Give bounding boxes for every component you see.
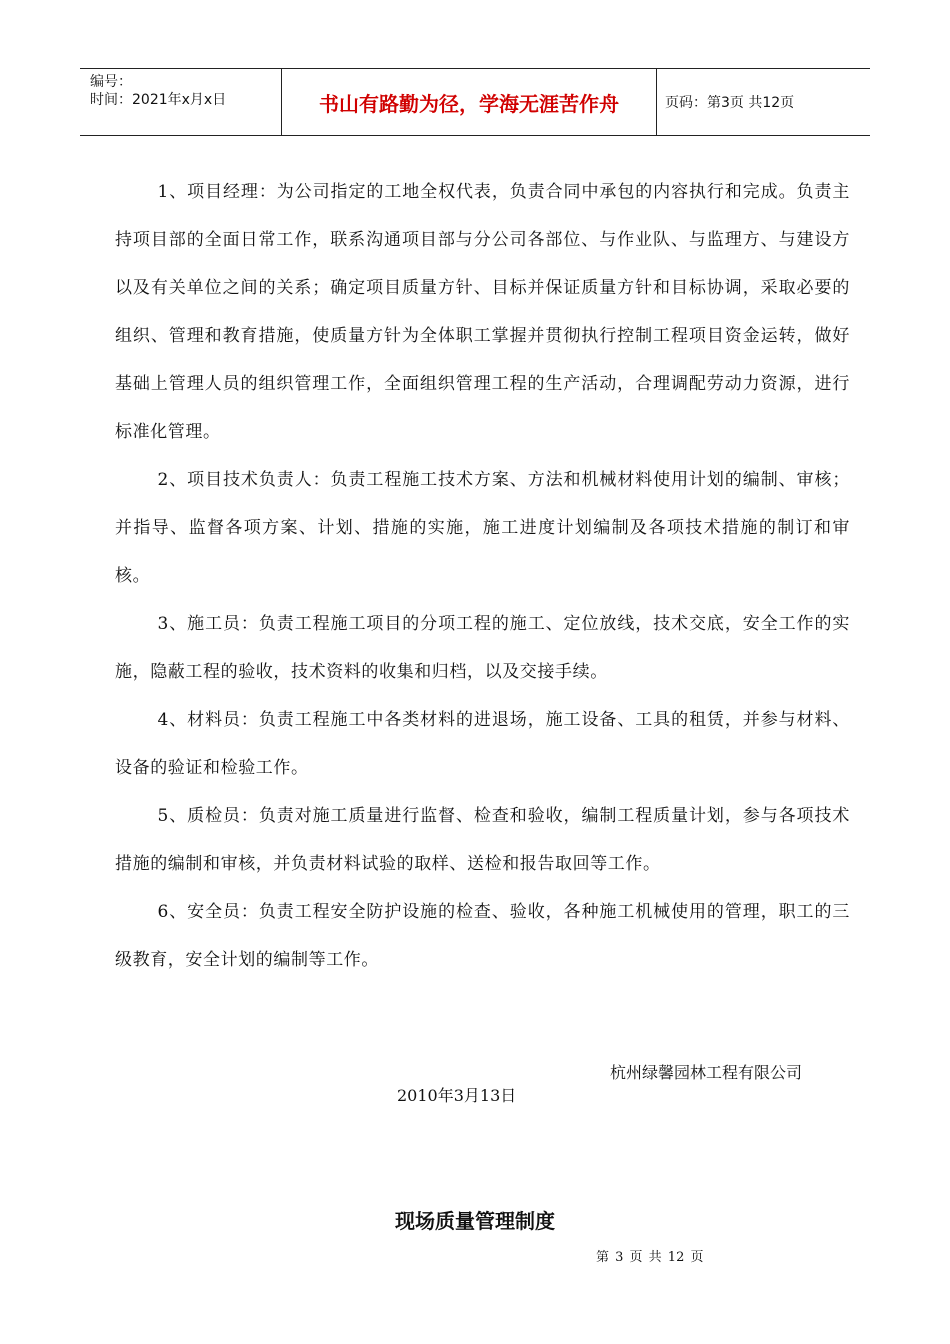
header-page-label: 页码：第3页 共12页 xyxy=(665,95,795,111)
section-title: 现场质量管理制度 xyxy=(395,1209,555,1233)
header-time-label: 时间：2021年x月x日 xyxy=(90,92,227,108)
header-number-label: 编号： xyxy=(90,74,132,90)
paragraph-quality-inspector: 5、质检员：负责对施工质量进行监督、检查和验收，编制工程质量计划，参与各项技术措施的编制和审核，并负责材料试验的取样、送检和报告取回等工作。 xyxy=(115,806,850,874)
paragraph-safety-officer: 6、安全员：负责工程安全防护设施的检查、验收，各种施工机械使用的管理，职工的三级教育，安全计划的编制等工作。 xyxy=(115,902,850,970)
header-meta-cell xyxy=(80,69,282,135)
signature-company: 杭州绿馨园林工程有限公司 xyxy=(610,1063,803,1082)
paragraph-technical-lead: 2、项目技术负责人：负责工程施工技术方案、方法和机械材料使用计划的编制、审核；并指导、监督各项方案、计划、措施的实施，施工进度计划编制及各项技术措施的制订和审核。 xyxy=(115,470,850,586)
paragraph-construction-officer: 3、施工员：负责工程施工项目的分项工程的施工、定位放线，技术交底，安全工作的实施，隐蔽工程的验收，技术资料的收集和归档，以及交接手续。 xyxy=(115,614,850,682)
document-body xyxy=(115,168,850,984)
header-table xyxy=(80,68,870,136)
footer-page-number: 第 3 页 共 12 页 xyxy=(596,1250,704,1265)
signature-date: 2010年3月13日 xyxy=(397,1086,517,1105)
header-slogan: 书山有路勤为径，学海无涯苦作舟 xyxy=(282,69,657,135)
paragraph-project-manager: 1、项目经理：为公司指定的工地全权代表，负责合同中承包的内容执行和完成。负责主持项目部的全面日常工作，联系沟通项目部与分公司各部位、与作业队、与监理方、与建设方以及有关单位之间的关系；确定项目质量方针、目标并保证质量方针和目标协调，采取必要的组织、管理和教育措施，使质量方针为全体职工掌握并贯彻执行控制工程项目资金运转，做好基础上管理人员的组织管理工作，全面组织管理工程的生产活动，合理调配劳动力资源，进行标准化管理。 xyxy=(115,182,850,442)
paragraph-materials-officer: 4、材料员：负责工程施工中各类材料的进退场，施工设备、工具的租赁，并参与材料、设备的验证和检验工作。 xyxy=(115,710,850,778)
